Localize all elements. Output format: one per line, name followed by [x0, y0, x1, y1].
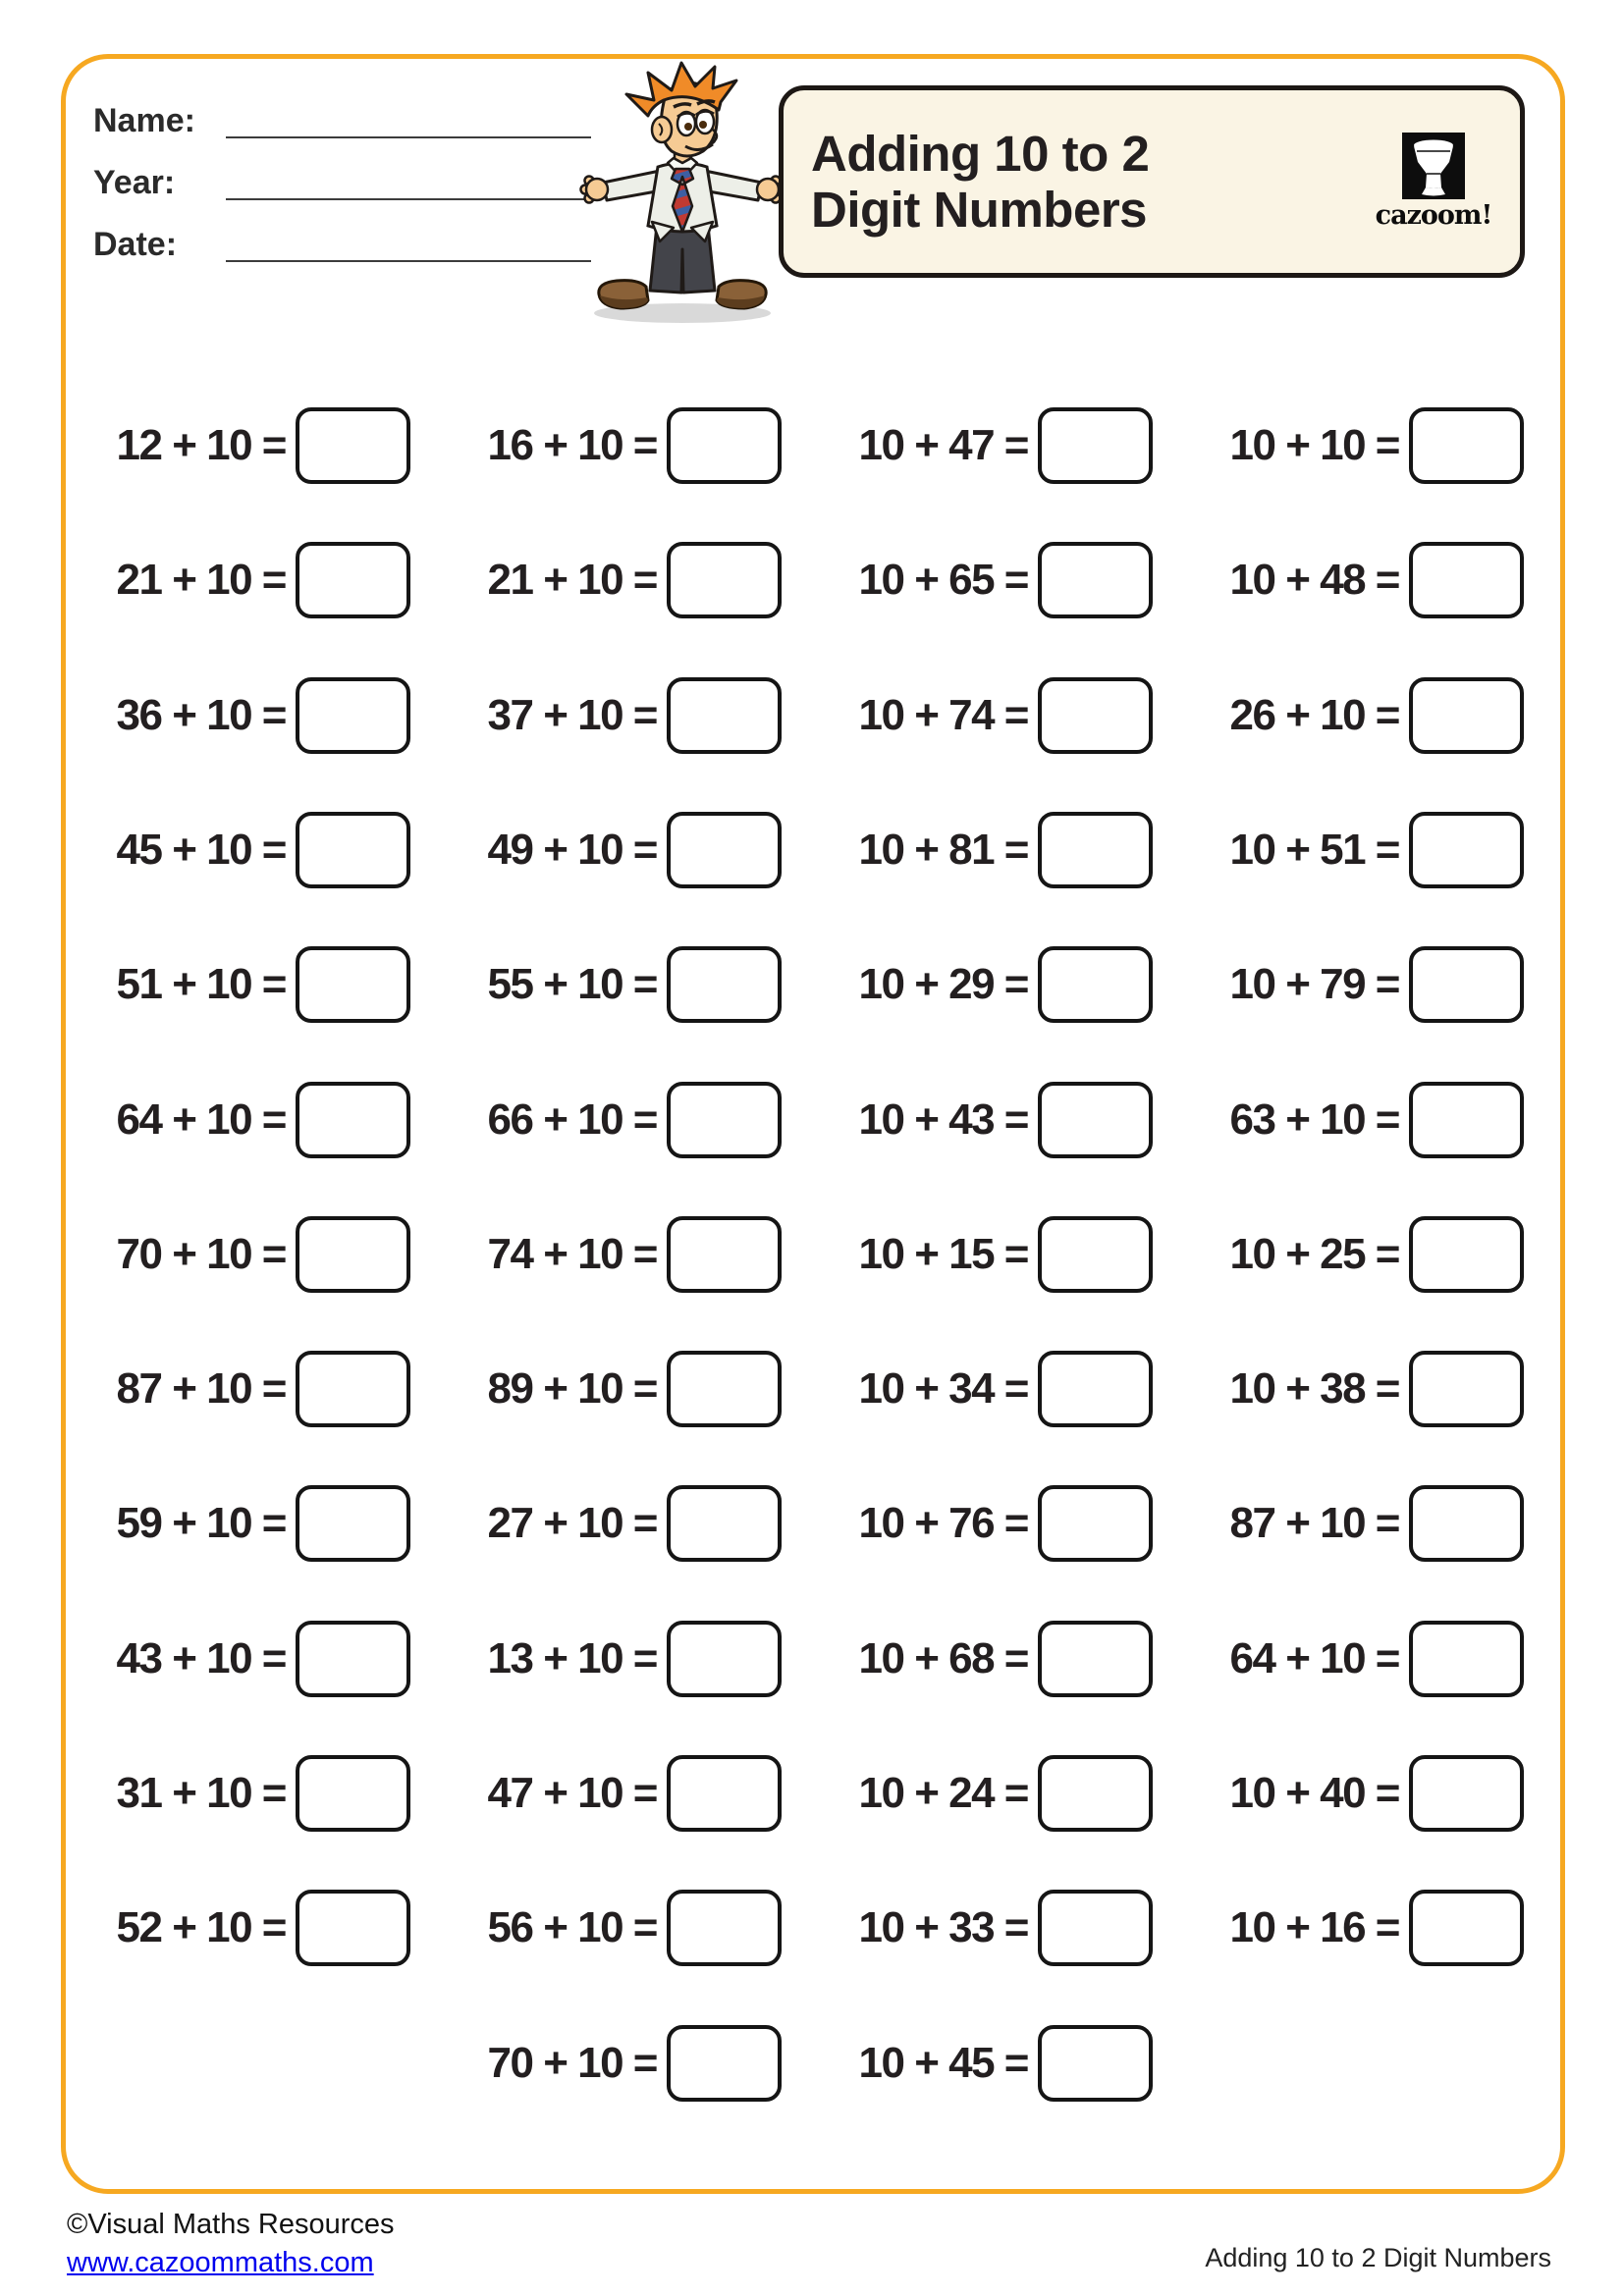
- answer-box[interactable]: [667, 812, 782, 888]
- problem-cell: [98, 946, 410, 1023]
- equation-text: 10 + 24 =: [858, 1769, 1028, 1817]
- equation-text: 31 + 10 =: [116, 1769, 286, 1817]
- problem-cell: [469, 1485, 782, 1562]
- equation-text: 10 + 74 =: [858, 691, 1028, 739]
- equation-text: 55 + 10 =: [487, 960, 657, 1008]
- problem-row: [98, 407, 1525, 484]
- equation-text: 10 + 68 =: [858, 1634, 1028, 1682]
- problem-cell: [98, 677, 410, 754]
- equation-text: 47 + 10 =: [487, 1769, 657, 1817]
- equation-text: 45 + 10 =: [116, 826, 286, 874]
- equation-text: 70 + 10 =: [487, 2039, 657, 2087]
- answer-box[interactable]: [296, 1485, 410, 1562]
- date-write-line[interactable]: [226, 260, 591, 262]
- answer-box[interactable]: [296, 1216, 410, 1293]
- answer-box[interactable]: [1409, 407, 1524, 484]
- year-field: [93, 162, 596, 203]
- equation-text: 63 + 10 =: [1229, 1095, 1399, 1144]
- date-label: Date:: [93, 226, 178, 263]
- problem-cell: [1212, 812, 1524, 888]
- equation-text: 89 + 10 =: [487, 1364, 657, 1413]
- answer-box[interactable]: [296, 812, 410, 888]
- answer-box[interactable]: [667, 1485, 782, 1562]
- equation-text: 13 + 10 =: [487, 1634, 657, 1682]
- answer-box[interactable]: [1409, 1082, 1524, 1158]
- equation-text: 10 + 76 =: [858, 1499, 1028, 1547]
- year-write-line[interactable]: [226, 198, 591, 200]
- empty-cell: [98, 2025, 410, 2102]
- answer-box[interactable]: [667, 1890, 782, 1966]
- problem-cell: [469, 1890, 782, 1966]
- equation-text: 37 + 10 =: [487, 691, 657, 739]
- equation-text: 21 + 10 =: [487, 556, 657, 604]
- equation-text: 10 + 79 =: [1229, 960, 1399, 1008]
- problem-cell: [840, 407, 1153, 484]
- equation-text: 10 + 81 =: [858, 826, 1028, 874]
- problem-cell: [1212, 1082, 1524, 1158]
- answer-box[interactable]: [667, 407, 782, 484]
- problem-cell: [469, 812, 782, 888]
- equation-text: 10 + 34 =: [858, 1364, 1028, 1413]
- problem-row: [98, 1755, 1525, 1832]
- equation-text: 21 + 10 =: [116, 556, 286, 604]
- problem-cell: [1212, 1485, 1524, 1562]
- equation-text: 74 + 10 =: [487, 1230, 657, 1278]
- problem-cell: [98, 1890, 410, 1966]
- problem-row: [98, 2025, 1525, 2102]
- problem-cell: [98, 407, 410, 484]
- equation-text: 51 + 10 =: [116, 960, 286, 1008]
- problem-cell: [1212, 946, 1524, 1023]
- answer-box[interactable]: [1409, 677, 1524, 754]
- problem-row: [98, 946, 1525, 1023]
- problem-cell: [469, 2025, 782, 2102]
- page-title-line1: Adding 10 to 2: [811, 125, 1150, 182]
- problem-cell: [469, 1351, 782, 1427]
- cazoom-logo: [1367, 133, 1500, 231]
- answer-box[interactable]: [1038, 1621, 1153, 1697]
- problem-cell: [840, 1621, 1153, 1697]
- problem-row: [98, 1351, 1525, 1427]
- problem-cell: [98, 1621, 410, 1697]
- problem-cell: [1212, 1890, 1524, 1966]
- answer-box[interactable]: [1038, 542, 1153, 618]
- equation-text: 64 + 10 =: [116, 1095, 286, 1144]
- answer-box[interactable]: [1038, 946, 1153, 1023]
- problem-cell: [98, 1082, 410, 1158]
- problem-cell: [840, 542, 1153, 618]
- answer-box[interactable]: [296, 1890, 410, 1966]
- problem-row: [98, 812, 1525, 888]
- equation-text: 36 + 10 =: [116, 691, 286, 739]
- problem-row: [98, 1621, 1525, 1697]
- answer-box[interactable]: [667, 1351, 782, 1427]
- equation-text: 10 + 65 =: [858, 556, 1028, 604]
- problem-cell: [98, 1216, 410, 1293]
- problem-cell: [1212, 677, 1524, 754]
- equation-text: 87 + 10 =: [116, 1364, 286, 1413]
- problem-cell: [469, 407, 782, 484]
- problem-cell: [840, 946, 1153, 1023]
- equation-text: 59 + 10 =: [116, 1499, 286, 1547]
- footer-worksheet-name: Adding 10 to 2 Digit Numbers: [1205, 2243, 1551, 2272]
- answer-box[interactable]: [1409, 1216, 1524, 1293]
- cartoon-boy-illustration: [569, 61, 795, 326]
- equation-text: 12 + 10 =: [116, 421, 286, 469]
- problem-cell: [1212, 542, 1524, 618]
- equation-text: 27 + 10 =: [487, 1499, 657, 1547]
- problem-row: [98, 1485, 1525, 1562]
- answer-box[interactable]: [296, 542, 410, 618]
- problem-cell: [1212, 1621, 1524, 1697]
- answer-box[interactable]: [1038, 1890, 1153, 1966]
- answer-box[interactable]: [1409, 1890, 1524, 1966]
- answer-box[interactable]: [1409, 946, 1524, 1023]
- equation-text: 10 + 48 =: [1229, 556, 1399, 604]
- name-write-line[interactable]: [226, 136, 591, 138]
- answer-box[interactable]: [1038, 1755, 1153, 1832]
- problem-cell: [469, 1216, 782, 1293]
- answer-box[interactable]: [1038, 812, 1153, 888]
- equation-text: 64 + 10 =: [1229, 1634, 1399, 1682]
- equation-text: 10 + 15 =: [858, 1230, 1028, 1278]
- problem-cell: [469, 1082, 782, 1158]
- equation-text: 10 + 40 =: [1229, 1769, 1399, 1817]
- answer-box[interactable]: [296, 677, 410, 754]
- equation-text: 10 + 16 =: [1229, 1903, 1399, 1951]
- name-field: [93, 100, 596, 141]
- problem-cell: [98, 1755, 410, 1832]
- equation-text: 66 + 10 =: [487, 1095, 657, 1144]
- problem-row: [98, 1216, 1525, 1293]
- year-label: Year:: [93, 164, 176, 201]
- answer-box[interactable]: [296, 1351, 410, 1427]
- equation-text: 43 + 10 =: [116, 1634, 286, 1682]
- problem-cell: [1212, 407, 1524, 484]
- answer-box[interactable]: [667, 946, 782, 1023]
- equation-text: 87 + 10 =: [1229, 1499, 1399, 1547]
- problem-cell: [840, 677, 1153, 754]
- equation-text: 10 + 38 =: [1229, 1364, 1399, 1413]
- problem-cell: [840, 1755, 1153, 1832]
- answer-box[interactable]: [296, 407, 410, 484]
- answer-box[interactable]: [667, 542, 782, 618]
- problem-cell: [469, 542, 782, 618]
- cazoom-logo-text: cazoom!: [1375, 200, 1492, 231]
- answer-box[interactable]: [667, 677, 782, 754]
- answer-box[interactable]: [1038, 1082, 1153, 1158]
- problem-cell: [98, 812, 410, 888]
- equation-text: 10 + 29 =: [858, 960, 1028, 1008]
- equation-text: 10 + 10 =: [1229, 421, 1399, 469]
- problem-cell: [98, 542, 410, 618]
- equation-text: 10 + 33 =: [858, 1903, 1028, 1951]
- equation-text: 10 + 45 =: [858, 2039, 1028, 2087]
- equation-text: 10 + 47 =: [858, 421, 1028, 469]
- equation-text: 16 + 10 =: [487, 421, 657, 469]
- problem-cell: [840, 1485, 1153, 1562]
- page-title-line2: Digit Numbers: [811, 182, 1148, 238]
- answer-box[interactable]: [1038, 2025, 1153, 2102]
- answer-box[interactable]: [1038, 1485, 1153, 1562]
- footer-copyright: ©Visual Maths Resources: [67, 2209, 395, 2240]
- equation-text: 49 + 10 =: [487, 826, 657, 874]
- problem-row: [98, 542, 1525, 618]
- answer-box[interactable]: [1038, 407, 1153, 484]
- answer-box[interactable]: [1038, 677, 1153, 754]
- answer-box[interactable]: [296, 1082, 410, 1158]
- answer-box[interactable]: [1409, 1485, 1524, 1562]
- answer-box[interactable]: [1409, 1351, 1524, 1427]
- equation-text: 10 + 25 =: [1229, 1230, 1399, 1278]
- problem-cell: [1212, 1351, 1524, 1427]
- problem-cell: [840, 1082, 1153, 1158]
- equation-text: 70 + 10 =: [116, 1230, 286, 1278]
- cartoon-boy-icon: [569, 61, 795, 326]
- answer-box[interactable]: [667, 1082, 782, 1158]
- answer-box[interactable]: [667, 1216, 782, 1293]
- empty-cell: [1212, 2025, 1524, 2102]
- answer-box[interactable]: [1409, 812, 1524, 888]
- answer-box[interactable]: [1038, 1351, 1153, 1427]
- djembe-drum-icon: [1402, 133, 1465, 199]
- problem-row: [98, 677, 1525, 754]
- problem-cell: [469, 946, 782, 1023]
- answer-box[interactable]: [667, 2025, 782, 2102]
- answer-box[interactable]: [1038, 1216, 1153, 1293]
- answer-box[interactable]: [667, 1621, 782, 1697]
- answer-box[interactable]: [1409, 1755, 1524, 1832]
- equation-text: 52 + 10 =: [116, 1903, 286, 1951]
- problem-cell: [1212, 1755, 1524, 1832]
- problem-cell: [840, 1351, 1153, 1427]
- footer-website-link[interactable]: www.cazoommaths.com: [67, 2247, 374, 2278]
- name-label: Name:: [93, 102, 195, 139]
- problem-cell: [840, 812, 1153, 888]
- problem-cell: [840, 2025, 1153, 2102]
- problem-cell: [840, 1890, 1153, 1966]
- problem-cell: [469, 1755, 782, 1832]
- answer-box[interactable]: [667, 1755, 782, 1832]
- answer-box[interactable]: [296, 1755, 410, 1832]
- equation-text: 10 + 43 =: [858, 1095, 1028, 1144]
- problem-cell: [1212, 1216, 1524, 1293]
- problem-cell: [98, 1351, 410, 1427]
- problem-cell: [98, 1485, 410, 1562]
- answer-box[interactable]: [296, 946, 410, 1023]
- answer-box[interactable]: [1409, 1621, 1524, 1697]
- problem-cell: [840, 1216, 1153, 1293]
- problem-cell: [469, 1621, 782, 1697]
- equation-text: 10 + 51 =: [1229, 826, 1399, 874]
- date-field: [93, 224, 596, 265]
- problem-row: [98, 1890, 1525, 1966]
- problem-row: [98, 1082, 1525, 1158]
- problem-cell: [469, 677, 782, 754]
- title-box: [779, 85, 1525, 278]
- answer-box[interactable]: [1409, 542, 1524, 618]
- problems-grid: [98, 407, 1525, 2115]
- equation-text: 56 + 10 =: [487, 1903, 657, 1951]
- answer-box[interactable]: [296, 1621, 410, 1697]
- page-title: [811, 126, 1149, 238]
- equation-text: 26 + 10 =: [1229, 691, 1399, 739]
